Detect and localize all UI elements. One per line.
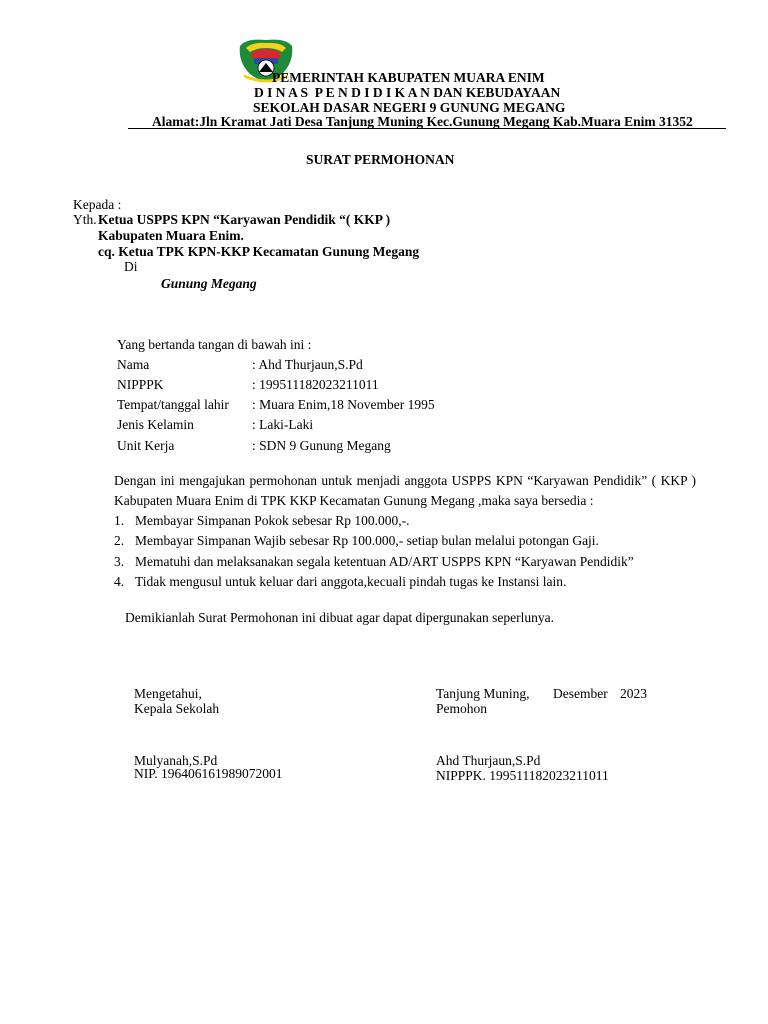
closing-statement: Demikianlah Surat Permohonan ini dibuat agar dapat dipergunakan seperlunya. xyxy=(125,610,555,625)
request-paragraph: Dengan ini mengajukan permohonan untuk menjadi anggota USPPS KPN “Karyawan Pendidik” ( KKP ) Kabupaten Muara Enim di TPK KKP Kecamatan Gunung Megang ,maka saya bersedia : xyxy=(114,473,696,508)
list-item-number: 2. xyxy=(114,533,125,549)
recipient-line3: cq. Ketua TPK KPN-KKP Kecamatan Gunung Megang xyxy=(98,244,420,259)
sign-left-name: Mulyanah,S.Pd xyxy=(134,753,218,768)
sign-right-role: Pemohon xyxy=(436,701,488,716)
recipient-line1: Ketua USPPS KPN “Karyawan Pendidik “( KKP ) xyxy=(98,212,391,227)
field-label-birth: Tempat/tanggal lahir xyxy=(117,397,229,412)
sign-left-acknowledged: Mengetahui, xyxy=(134,686,202,701)
field-label-gender: Jenis Kelamin xyxy=(117,417,194,432)
list-item-text: Tidak mengusul untuk keluar dari anggota,kecuali pindah tugas ke Instansi lain. xyxy=(135,574,567,590)
sign-right-name: Ahd Thurjaun,S.Pd xyxy=(436,753,541,768)
field-label-unit: Unit Kerja xyxy=(117,438,175,453)
list-item-text: Membayar Simpanan Wajib sebesar Rp 100.000,- setiap bulan melalui potongan Gaji. xyxy=(135,533,599,549)
letterhead-divider xyxy=(128,128,726,129)
sign-right-month: Desember xyxy=(553,686,608,701)
list-item-text: Membayar Simpanan Pokok sebesar Rp 100.000,-. xyxy=(135,513,410,528)
field-value-unit: : SDN 9 Gunung Megang xyxy=(252,438,391,453)
letterhead-department: D I N A S P E N D I D I K A N DAN KEBUDAYAAN xyxy=(254,85,561,100)
recipient-line2: Kabupaten Muara Enim. xyxy=(98,228,244,243)
sign-right-year: 2023 xyxy=(620,686,647,701)
letterhead-school: SEKOLAH DASAR NEGERI 9 GUNUNG MEGANG xyxy=(253,100,566,115)
list-item-number: 4. xyxy=(114,574,125,590)
list-item-number: 3. xyxy=(114,553,125,569)
sign-right-place: Tanjung Muning, xyxy=(436,686,530,701)
list-item xyxy=(114,533,634,553)
recipient-yth: Yth. xyxy=(73,212,97,227)
field-value-nama: : Ahd Thurjaun,S.Pd xyxy=(252,357,363,372)
recipient-di: Di xyxy=(124,259,138,274)
sign-right-id: NIPPPK. 199511182023211011 xyxy=(436,768,609,783)
letter-title: SURAT PERMOHONAN xyxy=(306,152,455,167)
field-value-nipppk: : 199511182023211011 xyxy=(252,377,379,392)
recipient-kepada: Kepada : xyxy=(73,197,122,212)
field-value-gender: : Laki-Laki xyxy=(252,417,314,432)
commitment-list xyxy=(114,513,634,595)
field-label-nama: Nama xyxy=(117,357,150,372)
field-value-birth: : Muara Enim,18 November 1995 xyxy=(252,397,435,412)
letterhead-address: Alamat:Jln Kramat Jati Desa Tanjung Muning Kec.Gunung Megang Kab.Muara Enim 31352 xyxy=(152,114,693,129)
list-item xyxy=(114,513,634,533)
list-item xyxy=(114,554,634,574)
sign-left-id: NIP. 196406161989072001 xyxy=(134,766,283,781)
list-item-text: Mematuhi dan melaksanakan segala ketentuan AD/ART USPPS KPN “Karyawan Pendidik” xyxy=(135,553,634,569)
field-label-nipppk: NIPPPK xyxy=(117,377,164,392)
intro-text: Yang bertanda tangan di bawah ini : xyxy=(117,337,312,352)
sign-left-role: Kepala Sekolah xyxy=(134,701,220,716)
list-item xyxy=(114,574,634,594)
letterhead-government: PEMERINTAH KABUPATEN MUARA ENIM xyxy=(272,70,545,85)
recipient-place: Gunung Megang xyxy=(161,276,257,291)
list-item-number: 1. xyxy=(114,513,125,528)
